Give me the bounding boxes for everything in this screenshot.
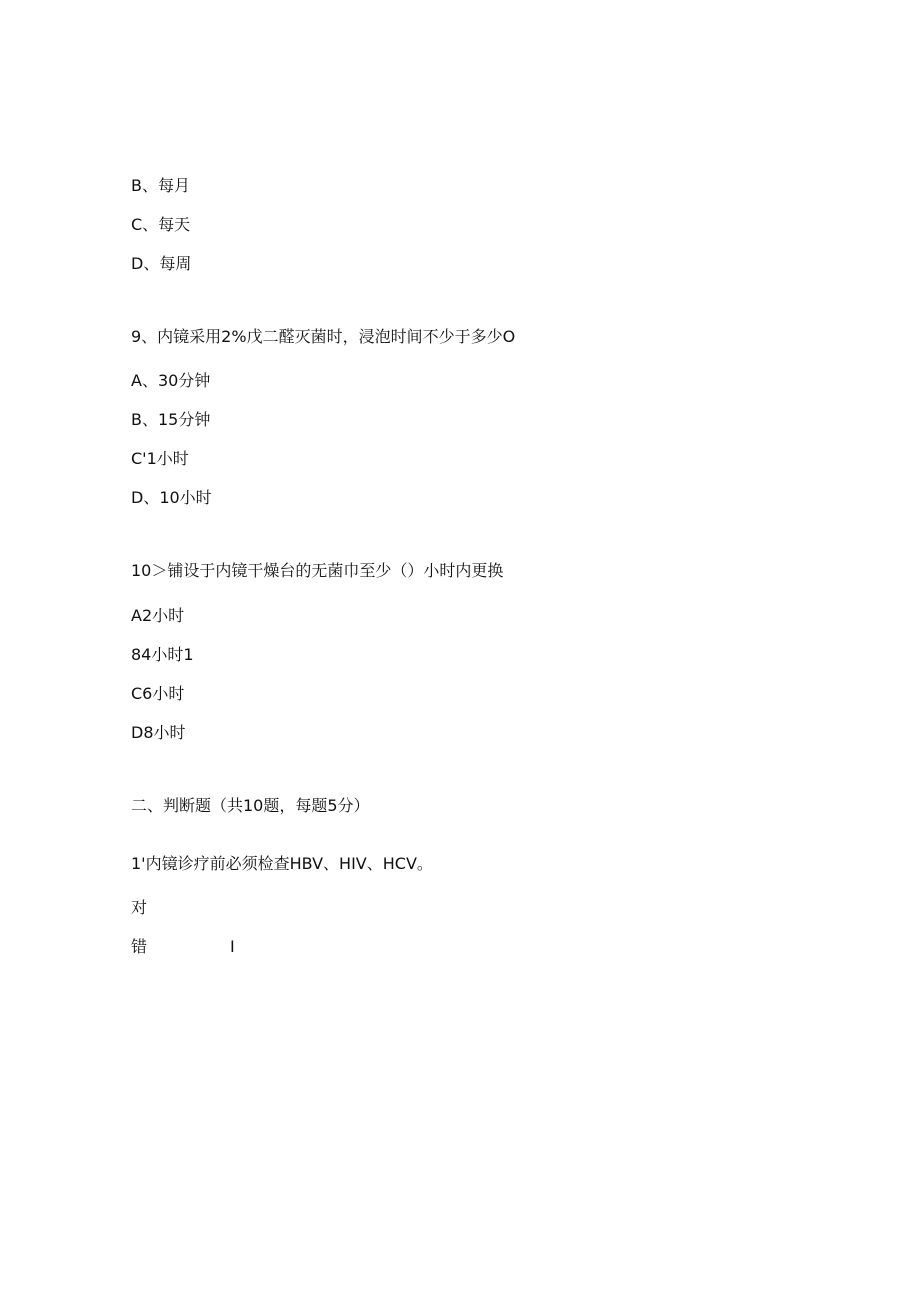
q10-option-d: D8小时 [131,723,186,742]
q10-option-c: C6小时 [131,684,185,703]
q8-option-d: D、每周 [131,254,192,273]
section-heading-true-false: 二、判断题（共10题，每题5分） [131,796,370,815]
q9-option-a: A、30分钟 [131,371,211,390]
tf1-question: 1'内镜诊疗前必须检查HBV、HIV、HCV。 [131,854,433,873]
q8-option-b: B、每月 [131,176,190,195]
q9-option-c: C'1小时 [131,449,189,468]
q9-option-b: B、15分钟 [131,410,211,429]
q10-question: 10＞铺设于内镜干燥台的无菌巾至少（）小时内更换 [131,561,504,580]
tf1-option-true: 对 [131,898,148,917]
q10-option-a: A2小时 [131,606,185,625]
q9-question: 9、内镜采用2%戊二醛灭菌时，浸泡时间不少于多少O [131,327,516,346]
text-cursor-mark: I [230,937,235,956]
tf1-option-false: 错 [131,937,148,956]
q10-option-b: 84小时1 [131,645,194,664]
q8-option-c: C、每天 [131,215,191,234]
q9-option-d: D、10小时 [131,488,212,507]
